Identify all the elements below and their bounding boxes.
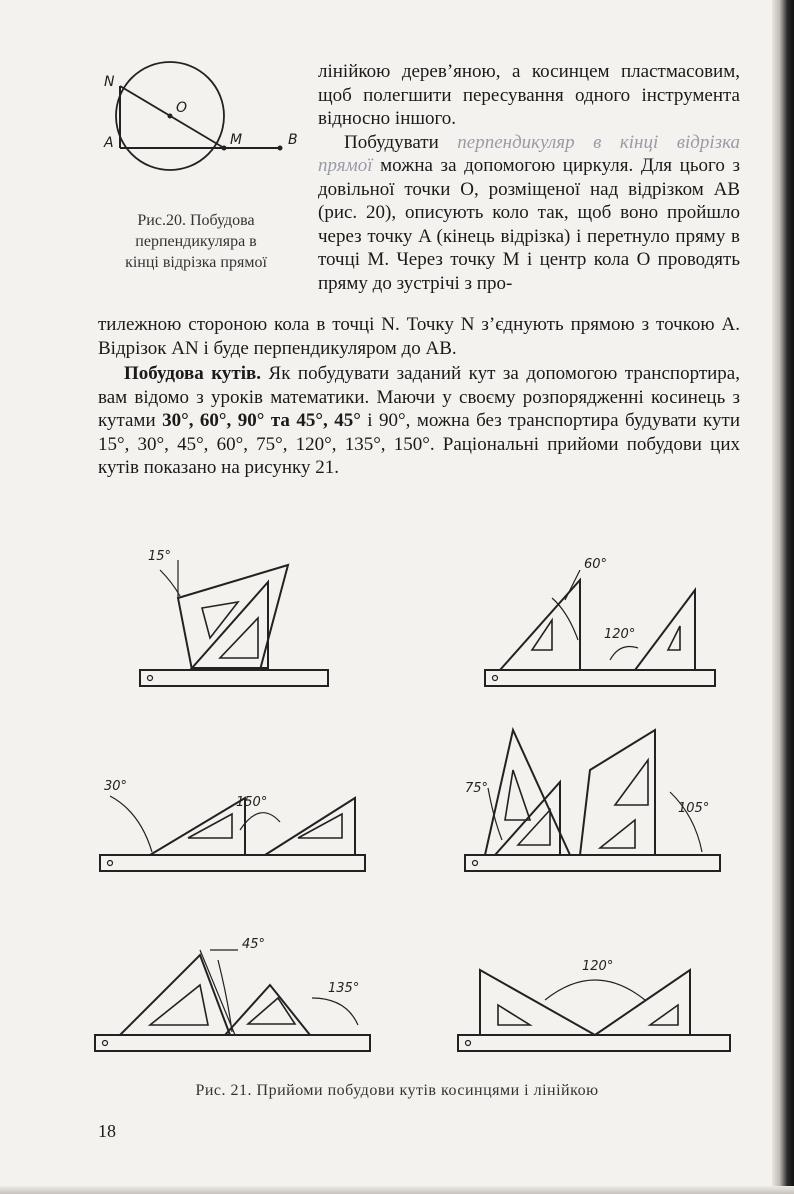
figure-20 <box>90 50 310 190</box>
label-120b: 120° <box>582 959 614 974</box>
paragraph-3-text-b: і 90°, можна без транспортира будувати кути 15°, 30°, 45°, 60°, 75°, 120°, 135°, 150°. Раціональні прийоми побудови цих кутів показано на рисунку 21. <box>98 410 740 478</box>
fig20-point-o <box>168 114 173 119</box>
paragraph-2-continued: тилежною стороною кола в точці N. Точку N з’єднують прямою з точкою A. Відрізок AN і буде перпендикуляром до AB. <box>98 314 740 359</box>
label-105: 105° <box>678 801 710 816</box>
panel-120-degrees <box>458 959 730 1051</box>
page-bottom-edge <box>0 1186 794 1194</box>
paragraph-2-start: Побудувати <box>344 131 458 153</box>
label-150: 150° <box>236 795 268 810</box>
fig20-label-m: M <box>230 132 243 148</box>
paragraph-1: лінійкою дерев’яною, а косинцем пластмасовим, щоб полегшити пересування одного інструмента відносно іншого. <box>318 61 740 129</box>
panel-45-135-degrees <box>95 937 370 1051</box>
label-45: 45° <box>242 937 266 952</box>
section-heading: Побудова кутів. <box>124 363 262 384</box>
fig20-label-o: O <box>176 100 188 116</box>
page-binding-edge <box>772 0 794 1194</box>
panel-15-degrees <box>140 549 328 686</box>
page-number: 18 <box>98 1121 116 1141</box>
highlighted-term: перпендикуляр в кінці відрізка прямої <box>318 131 740 176</box>
label-120: 120° <box>604 627 636 642</box>
fig20-caption <box>96 210 296 273</box>
paragraph-3 <box>98 362 740 480</box>
fig20-point-m <box>222 146 227 151</box>
label-135: 135° <box>328 981 360 996</box>
fig20-caption-line: кінці відрізка прямої <box>125 254 267 271</box>
panel-60-120-degrees <box>485 557 715 686</box>
label-60: 60° <box>584 557 608 572</box>
panel-75-105-degrees <box>465 730 720 871</box>
panel-30-150-degrees <box>100 779 365 871</box>
label-15: 15° <box>148 549 172 564</box>
fig20-label-n: N <box>104 74 115 90</box>
figure-21 <box>90 530 750 1070</box>
fig20-label-b: B <box>288 132 298 148</box>
fig21-caption: Рис. 21. Прийоми побудови кутів косинцями і лінійкою <box>195 1082 599 1099</box>
fig20-caption-line: перпендикуляра в <box>135 233 257 250</box>
fig20-label-a: A <box>104 135 114 151</box>
fig20-point-b <box>278 146 283 151</box>
fig20-caption-line: Рис.20. Побудова <box>137 212 255 229</box>
label-30: 30° <box>104 779 128 794</box>
angles-list: 30°, 60°, 90° та 45°, 45° <box>162 410 361 431</box>
paragraph-3-text-a: Як побудувати заданий кут за допомогою транспортира, вам відомо з уроків математики. Маючи у своєму розпорядженні косинець з кутами <box>98 363 740 431</box>
label-75: 75° <box>465 781 489 796</box>
column-text <box>318 60 740 295</box>
paragraph-2-rest: можна за допомогою циркуля. Для цього з довільної точки O, розміщеної над відрізком AB (рис. 20), описують коло так, щоб воно пройшло через точку A (кінець відрізка) і перетнуло пряму в точці M. Через точку M і центр кола O проводять пряму до зустрічі з про- <box>318 155 740 294</box>
paragraph-2 <box>318 131 740 296</box>
